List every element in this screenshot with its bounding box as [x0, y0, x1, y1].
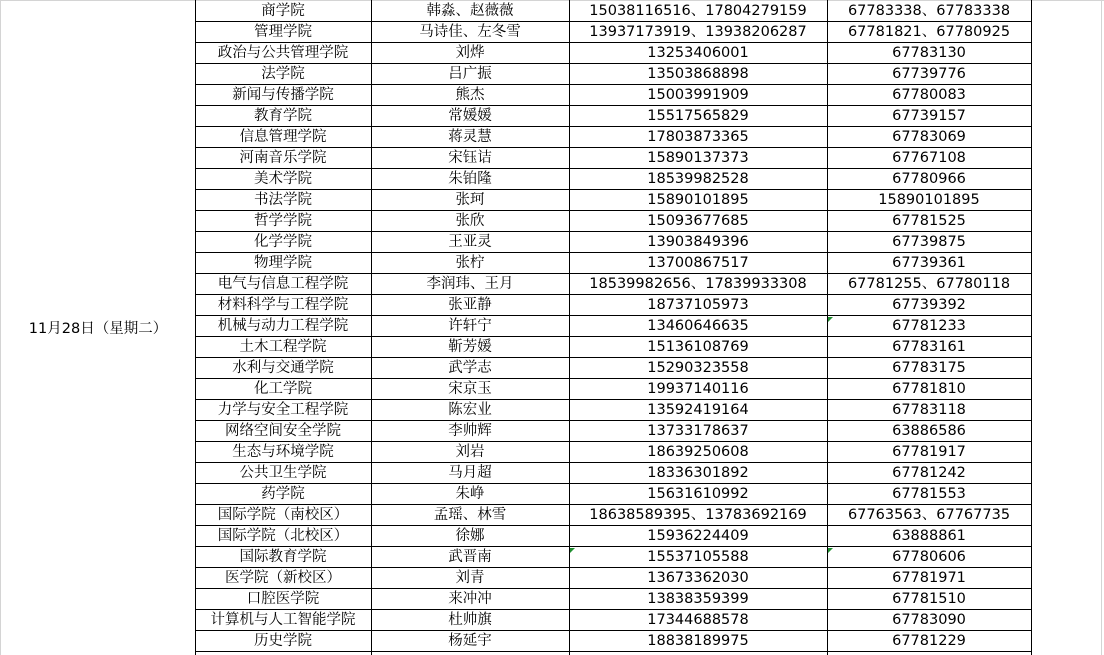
cell-college[interactable]: 国际学院（北校区） — [217, 528, 349, 545]
cell-contact[interactable]: 张亚静 — [448, 297, 492, 314]
cell-contact[interactable]: 常媛媛 — [448, 108, 492, 125]
cell-contact[interactable]: 朱铂隆 — [448, 171, 492, 188]
cell-college[interactable]: 公共卫生学院 — [239, 465, 327, 482]
cell-mobile[interactable]: 15038116516、17804279159 — [589, 3, 807, 20]
cell-college[interactable]: 书法学院 — [254, 192, 312, 209]
column-border — [1031, 0, 1032, 655]
cell-mobile[interactable]: 18539982528 — [647, 171, 749, 188]
cell-mobile[interactable]: 15890101895 — [647, 192, 749, 209]
cell-contact[interactable]: 武学志 — [448, 360, 492, 377]
cell-flag-icon — [570, 548, 575, 553]
cell-office[interactable]: 67780606 — [892, 549, 966, 566]
cell-college[interactable]: 医学院（新校区） — [225, 570, 341, 587]
cell-contact[interactable]: 来冲冲 — [448, 591, 492, 608]
cell-office[interactable]: 67781525 — [892, 213, 966, 230]
cell-mobile[interactable]: 13503868898 — [647, 66, 749, 83]
cell-college[interactable]: 土木工程学院 — [239, 339, 327, 356]
cell-contact[interactable]: 宋钰诘 — [448, 150, 492, 167]
cell-contact[interactable]: 熊杰 — [455, 87, 485, 104]
cell-college[interactable]: 化学学院 — [254, 234, 312, 251]
cell-college[interactable]: 河南音乐学院 — [239, 150, 327, 167]
cell-contact[interactable]: 刘青 — [455, 570, 485, 587]
cell-college[interactable]: 新闻与传播学院 — [232, 87, 334, 104]
cell-contact[interactable]: 武晋南 — [448, 549, 492, 566]
cell-contact[interactable]: 李帅辉 — [448, 423, 492, 440]
cell-college[interactable]: 水利与交通学院 — [232, 360, 334, 377]
cell-mobile[interactable]: 15290323558 — [647, 360, 749, 377]
cell-mobile[interactable]: 15517565829 — [647, 108, 749, 125]
cell-contact[interactable]: 朱峥 — [455, 486, 485, 503]
cell-contact[interactable]: 杨延宇 — [448, 633, 492, 650]
cell-office[interactable]: 67783069 — [892, 129, 966, 146]
cell-contact[interactable]: 许轩宁 — [448, 318, 492, 335]
cell-mobile[interactable]: 13903849396 — [647, 234, 749, 251]
cell-college[interactable]: 管理学院 — [254, 24, 312, 41]
cell-office[interactable]: 67763563、67767735 — [847, 507, 1011, 524]
cell-mobile[interactable]: 18737105973 — [647, 297, 749, 314]
cell-office[interactable]: 15890101895 — [878, 192, 980, 209]
cell-mobile[interactable]: 19937140116 — [647, 381, 749, 398]
cell-contact[interactable]: 徐娜 — [455, 528, 485, 545]
cell-mobile[interactable]: 18838189975 — [647, 633, 749, 650]
column-border — [569, 0, 570, 655]
cell-office[interactable]: 67781242 — [892, 465, 966, 482]
cell-mobile[interactable]: 15093677685 — [647, 213, 749, 230]
cell-mobile[interactable]: 15890137373 — [647, 150, 749, 167]
cell-contact[interactable]: 刘岩 — [455, 444, 485, 461]
cell-office[interactable]: 67783338、67783338 — [847, 3, 1011, 20]
cell-mobile[interactable]: 13700867517 — [647, 255, 749, 272]
cell-contact[interactable]: 李润玮、王月 — [426, 276, 514, 293]
cell-office[interactable]: 67780083 — [892, 87, 966, 104]
cell-mobile[interactable]: 13253406001 — [647, 45, 749, 62]
cell-office[interactable]: 67781510 — [892, 591, 966, 608]
cell-office[interactable]: 67781917 — [892, 444, 966, 461]
cell-mobile[interactable]: 17803873365 — [647, 129, 749, 146]
cell-mobile[interactable]: 15631610992 — [647, 486, 749, 503]
cell-contact[interactable]: 马诗佳、左冬雪 — [419, 24, 521, 41]
cell-mobile[interactable]: 18639250608 — [647, 444, 749, 461]
cell-college[interactable]: 生态与环境学院 — [232, 444, 334, 461]
cell-college[interactable]: 信息管理学院 — [239, 129, 327, 146]
cell-office[interactable]: 67783118 — [892, 402, 966, 419]
cell-contact[interactable]: 杜帅旗 — [448, 612, 492, 629]
cell-contact[interactable]: 张柠 — [455, 255, 485, 272]
cell-contact[interactable]: 吕广振 — [448, 66, 492, 83]
cell-college[interactable]: 历史学院 — [254, 633, 312, 650]
cell-office[interactable]: 67781821、67780925 — [847, 24, 1011, 41]
cell-office[interactable]: 67783130 — [892, 45, 966, 62]
cell-contact[interactable]: 张欣 — [455, 213, 485, 230]
cell-flag-icon — [828, 317, 833, 322]
cell-office[interactable]: 67739361 — [892, 255, 966, 272]
cell-flag-icon — [828, 548, 833, 553]
cell-office[interactable]: 67739157 — [892, 108, 966, 125]
cell-office[interactable]: 67781971 — [892, 570, 966, 587]
cell-college[interactable]: 化工学院 — [254, 381, 312, 398]
cell-mobile[interactable]: 13937173919、13938206287 — [589, 24, 807, 41]
cell-college[interactable]: 力学与安全工程学院 — [217, 402, 349, 419]
cell-mobile[interactable]: 13592419164 — [647, 402, 749, 419]
cell-mobile[interactable]: 13460646635 — [647, 318, 749, 335]
cell-college[interactable]: 口腔医学院 — [246, 591, 320, 608]
gridline — [1101, 0, 1102, 655]
cell-mobile[interactable]: 15936224409 — [647, 528, 749, 545]
cell-contact[interactable]: 陈宏业 — [448, 402, 492, 419]
cell-contact[interactable]: 蒋灵慧 — [448, 129, 492, 146]
cell-office[interactable]: 67781233 — [892, 318, 966, 335]
cell-office[interactable]: 67783090 — [892, 612, 966, 629]
cell-mobile[interactable]: 17344688578 — [647, 612, 749, 629]
cell-college[interactable]: 美术学院 — [254, 171, 312, 188]
cell-college[interactable]: 电气与信息工程学院 — [217, 276, 349, 293]
cell-contact[interactable]: 宋京玉 — [448, 381, 492, 398]
cell-mobile[interactable]: 13733178637 — [647, 423, 749, 440]
cell-office[interactable]: 67739776 — [892, 66, 966, 83]
date-merged-cell[interactable]: 11月28日（星期二） — [28, 321, 168, 337]
cell-contact[interactable]: 靳芳媛 — [448, 339, 492, 356]
cell-mobile[interactable]: 15537105588 — [647, 549, 749, 566]
column-border — [827, 0, 828, 655]
cell-college[interactable]: 商学院 — [261, 3, 305, 20]
cell-college[interactable]: 哲学学院 — [254, 213, 312, 230]
cell-college[interactable]: 网络空间安全学院 — [225, 423, 341, 440]
cell-college[interactable]: 材料科学与工程学院 — [217, 297, 349, 314]
cell-office[interactable]: 67783175 — [892, 360, 966, 377]
cell-office[interactable]: 63888861 — [892, 528, 966, 545]
cell-mobile[interactable]: 13838359399 — [647, 591, 749, 608]
column-border — [371, 0, 372, 655]
cell-mobile[interactable]: 15136108769 — [647, 339, 749, 356]
cell-contact[interactable]: 孟瑶、林雪 — [433, 507, 507, 524]
cell-office[interactable]: 67780966 — [892, 171, 966, 188]
cell-mobile[interactable]: 18539982656、17839933308 — [589, 276, 807, 293]
cell-college[interactable]: 物理学院 — [254, 255, 312, 272]
cell-college[interactable]: 机械与动力工程学院 — [217, 318, 349, 335]
cell-office[interactable]: 67781553 — [892, 486, 966, 503]
cell-contact[interactable]: 刘烨 — [455, 45, 485, 62]
cell-mobile[interactable]: 18638589395、13783692169 — [589, 507, 807, 524]
column-border — [195, 0, 196, 655]
cell-college[interactable]: 计算机与人工智能学院 — [210, 612, 356, 629]
cell-office[interactable]: 67739392 — [892, 297, 966, 314]
cell-office[interactable]: 63886586 — [892, 423, 966, 440]
cell-college[interactable]: 国际教育学院 — [239, 549, 327, 566]
cell-mobile[interactable]: 13673362030 — [647, 570, 749, 587]
cell-office[interactable]: 67739875 — [892, 234, 966, 251]
cell-college[interactable]: 政治与公共管理学院 — [217, 45, 349, 62]
cell-contact[interactable]: 王亚灵 — [448, 234, 492, 251]
cell-office[interactable]: 67781229 — [892, 633, 966, 650]
cell-office[interactable]: 67783161 — [892, 339, 966, 356]
cell-contact[interactable]: 张珂 — [455, 192, 485, 209]
cell-contact[interactable]: 韩淼、赵薇薇 — [426, 3, 514, 20]
cell-college[interactable]: 国际学院（南校区） — [217, 507, 349, 524]
cell-college[interactable]: 药学院 — [261, 486, 305, 503]
cell-mobile[interactable]: 18336301892 — [647, 465, 749, 482]
cell-contact[interactable]: 马月超 — [448, 465, 492, 482]
cell-college[interactable]: 教育学院 — [254, 108, 312, 125]
cell-office[interactable]: 67781810 — [892, 381, 966, 398]
cell-mobile[interactable]: 15003991909 — [647, 87, 749, 104]
cell-college[interactable]: 法学院 — [261, 66, 305, 83]
cell-office[interactable]: 67781255、67780118 — [847, 276, 1011, 293]
row-border — [195, 651, 1031, 652]
cell-office[interactable]: 67767108 — [892, 150, 966, 167]
